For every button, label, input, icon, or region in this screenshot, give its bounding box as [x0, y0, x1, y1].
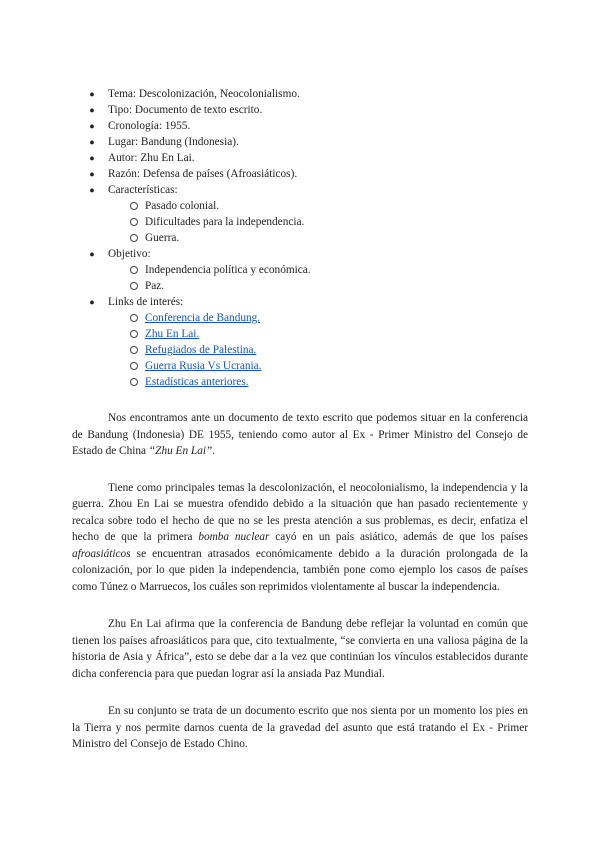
sublist-item-text: Dificultades para la independencia. [145, 216, 305, 228]
hollow-bullet-icon [130, 234, 138, 242]
link-conferencia-bandung[interactable]: Conferencia de Bandung. [145, 312, 261, 324]
sublist-item-text: Paz. [145, 280, 165, 292]
bullet-icon: ● [89, 153, 95, 163]
hollow-bullet-icon [130, 346, 138, 354]
bullet-icon: ● [89, 185, 95, 195]
link-item [108, 326, 528, 342]
bullet-icon: ● [89, 137, 95, 147]
hollow-bullet-icon [130, 202, 138, 210]
link-zhu-en-lai[interactable]: Zhu En Lai. [145, 328, 200, 340]
list-item-text: Razón: Defensa de países (Afroasiáticos). [108, 168, 298, 180]
paragraph-conclusion: En su conjunto se trata de un documento escrito que nos sienta por un momento los pies en la Tierra y nos permite darnos cuenta de la gravedad del asunto que está tratando el Ex - Primer Ministro del Consejo de Estado Chino. [72, 705, 528, 750]
list-item-text: Autor: Zhu En Lai. [108, 152, 195, 164]
list-item-razon [72, 166, 528, 182]
link-refugiados-palestina[interactable]: Refugiados de Palestina. [145, 344, 257, 356]
list-item-text: Características: [108, 184, 178, 196]
hollow-bullet-icon [130, 218, 138, 226]
list-item-text: Tipo: Documento de texto escrito. [108, 104, 263, 116]
hollow-bullet-icon [130, 314, 138, 322]
sublist-item [108, 262, 528, 278]
sublist-item-text: Pasado colonial. [145, 200, 220, 212]
list-item-text: Links de interés: [108, 296, 184, 308]
sublist-caracteristicas [108, 198, 528, 246]
list-item-autor [72, 150, 528, 166]
emphasis-bomba-nuclear: bomba nuclear [198, 531, 270, 543]
link-estadisticas-anteriores[interactable]: Estadísticas anteriores. [145, 376, 249, 388]
sublist-item-text: Guerra. [145, 232, 180, 244]
bullet-icon: ● [89, 297, 95, 307]
link-item [108, 310, 528, 326]
list-item-text: Cronología: 1955. [108, 120, 191, 132]
list-item-text: Objetivo: [108, 248, 151, 260]
bullet-icon: ● [89, 89, 95, 99]
emphasis-afroasiaticos: afroasiáticos [72, 547, 131, 560]
list-item-tipo [72, 102, 528, 118]
sublist-item [108, 214, 528, 230]
hollow-bullet-icon [130, 362, 138, 370]
sublist-item [108, 230, 528, 246]
link-item [108, 358, 528, 374]
paragraph-introduccion: Nos encontramos ante un documento de texto escrito que podemos situar en la conferencia de Bandung (Indonesia) DE 1955, teniendo como autor al Ex - Primer Ministro del Consejo de Estado de China “Zhu En Lai”. [72, 412, 528, 457]
paragraph-temas: Tiene como principales temas la descolonización, el neocolonialismo, la independencia y la guerra. Zhou En Lai se muestra ofendido debido a la situación que han pasado recientemente y recalca sobre todo el hecho de que no se les presta atención a sus problemas, es decir, enfatiza el hecho de que la primera bomba nuclear cayó en un país asiático, además de que los países afroasiáticos se encuentran atrasados económicamente debido a la duración prolongada de la colonización, por lo que piden la independencia, también pone como ejemplo los casos de países como Túnez o Marruecos, los cuáles son reprimidos violentamente al buscar la independencia. [72, 481, 528, 593]
link-item [108, 374, 528, 390]
list-item-objetivo [72, 246, 528, 294]
sublist-item [108, 198, 528, 214]
bullet-icon: ● [89, 121, 95, 131]
sublist-links [108, 310, 528, 390]
document-body [72, 86, 528, 753]
list-item-cronologia [72, 118, 528, 134]
list-item-links [72, 294, 528, 390]
list-item-lugar [72, 134, 528, 150]
author-name: “Zhu En Lai” [148, 445, 213, 457]
list-item-caracteristicas [72, 182, 528, 246]
sublist-item [108, 278, 528, 294]
sublist-item-text: Independencia política y económica. [145, 264, 311, 276]
list-item-text: Lugar: Bandung (Indonesia). [108, 136, 239, 148]
sublist-objetivo [108, 262, 528, 294]
summary-list [72, 86, 528, 390]
bullet-icon: ● [89, 249, 95, 259]
list-item-tema [72, 86, 528, 102]
bullet-icon: ● [89, 105, 95, 115]
hollow-bullet-icon [130, 330, 138, 338]
hollow-bullet-icon [130, 282, 138, 290]
paragraph-afirmacion: Zhu En Lai afirma que la conferencia de Bandung debe reflejar la voluntad en común que tienen los países afroasiáticos para que, cito textualmente, “se convierta en una valiosa página de la historia de Asia y África”, esto se debe dar a la vez que continúan los vínculos establecidos durante dicha conferencia para que puedan lograr así la ansiada Paz Mundial. [72, 618, 528, 680]
hollow-bullet-icon [130, 266, 138, 274]
hollow-bullet-icon [130, 378, 138, 386]
link-guerra-rusia-ucrania[interactable]: Guerra Rusia Vs Ucrania. [145, 360, 262, 372]
link-item [108, 342, 528, 358]
bullet-icon: ● [89, 169, 95, 179]
list-item-text: Tema: Descolonización, Neocolonialismo. [108, 88, 300, 100]
